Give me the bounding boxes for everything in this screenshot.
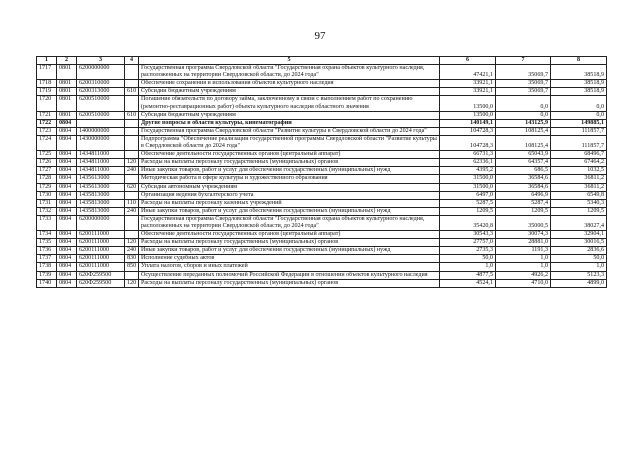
item-name: Расходы на выплаты персоналу государственных (муниципальных) органов: [139, 159, 440, 167]
amount-2024: 0,0: [551, 111, 607, 119]
item-name: Организация ведения бухгалтерского учета: [139, 191, 440, 199]
expense-type: 240: [125, 167, 139, 175]
amount-2022: 27757,0: [440, 239, 496, 247]
amount-2024: 68496,7: [551, 151, 607, 159]
item-name: Обеспечение деятельности государственных органов (центральный аппарат): [139, 151, 440, 159]
amount-2024: 1032,5: [551, 167, 607, 175]
amount-2024: 1209,5: [551, 207, 607, 215]
amount-2024: 1,0: [551, 263, 607, 271]
amount-2023: 1,0: [496, 263, 551, 271]
amount-2022: 6497,0: [440, 191, 496, 199]
row-number: 1722: [37, 119, 57, 127]
item-name: Государственная программа Свердловской области "Государственная охрана объектов культурного наследия, расположенных на территории Свердловской области, до 2024 года": [139, 215, 440, 230]
amount-2022: 140149,1: [440, 119, 496, 127]
table-row: [37, 119, 607, 127]
amount-2023: 686,5: [496, 167, 551, 175]
amount-2023: 0,0: [496, 111, 551, 119]
target-code: 1435613000: [77, 175, 125, 183]
expense-type: [125, 231, 139, 239]
item-name: Иные закупки товаров, работ и услуг для обеспечения государственных (муниципальных) нужд: [139, 167, 440, 175]
section-code: 0804: [57, 135, 77, 150]
row-number: 1731: [37, 199, 57, 207]
section-code: 0804: [57, 159, 77, 167]
amount-2023: 35069,7: [496, 88, 551, 96]
target-code: 6200111000: [77, 247, 125, 255]
table-row: [37, 271, 607, 279]
section-code: 0804: [57, 239, 77, 247]
row-number: 1739: [37, 271, 57, 279]
item-name: Обеспечение деятельности государственных органов (центральный аппарат): [139, 231, 440, 239]
target-code: 6200111000: [77, 231, 125, 239]
amount-2022: 50,0: [440, 255, 496, 263]
amount-2024: 32904,1: [551, 231, 607, 239]
col-header: 2: [57, 57, 77, 65]
table-row: [37, 80, 607, 88]
col-header: 7: [496, 57, 551, 65]
col-header: 4: [125, 57, 139, 65]
budget-table: [36, 56, 607, 288]
section-code: 0804: [57, 247, 77, 255]
row-number: 1725: [37, 151, 57, 159]
col-header: 3: [77, 57, 125, 65]
amount-2023: 108125,4: [496, 127, 551, 135]
expense-type: [125, 65, 139, 80]
amount-2022: 66731,3: [440, 151, 496, 159]
target-code: 1434811000: [77, 167, 125, 175]
col-header: 5: [139, 57, 440, 65]
target-code: 6200111000: [77, 255, 125, 263]
amount-2023: 36584,6: [496, 183, 551, 191]
expense-type: 120: [125, 159, 139, 167]
section-code: 0801: [57, 80, 77, 88]
target-code: 6200111000: [77, 239, 125, 247]
target-code: 620Ф259500: [77, 271, 125, 279]
section-code: 0801: [57, 96, 77, 111]
amount-2022: 33921,1: [440, 88, 496, 96]
amount-2023: 64357,4: [496, 159, 551, 167]
amount-2023: 4710,0: [496, 279, 551, 287]
expense-type: [125, 191, 139, 199]
row-number: 1733: [37, 215, 57, 230]
expense-type: 610: [125, 88, 139, 96]
item-name: Расходы на выплаты персоналу государственных (муниципальных) органов: [139, 239, 440, 247]
row-number: 1717: [37, 65, 57, 80]
expense-type: 120: [125, 239, 139, 247]
amount-2024: 38518,9: [551, 80, 607, 88]
expense-type: [125, 175, 139, 183]
item-name: Расходы на выплаты персоналу государственных (муниципальных) органов: [139, 279, 440, 287]
item-name: Подпрограмма "Обеспечение реализации государственной программы Свердловской области "Развитие культуры в Свердловской области до 2024 года": [139, 135, 440, 150]
expense-type: 120: [125, 279, 139, 287]
expense-type: 850: [125, 263, 139, 271]
amount-2022: 62336,1: [440, 159, 496, 167]
row-number: 1732: [37, 207, 57, 215]
amount-2022: 31500,0: [440, 183, 496, 191]
item-name: Субсидии бюджетным учреждениям: [139, 88, 440, 96]
row-number: 1727: [37, 167, 57, 175]
amount-2023: 6496,9: [496, 191, 551, 199]
expense-type: [125, 96, 139, 111]
header-row: [37, 57, 607, 65]
row-number: 1734: [37, 231, 57, 239]
amount-2023: 1191,3: [496, 247, 551, 255]
amount-2023: 108125,4: [496, 135, 551, 150]
target-code: 1400000000: [77, 127, 125, 135]
amount-2024: 2836,6: [551, 247, 607, 255]
amount-2024: 4899,0: [551, 279, 607, 287]
amount-2023: 36584,6: [496, 175, 551, 183]
amount-2023: 35000,5: [496, 215, 551, 230]
amount-2022: 13500,0: [440, 111, 496, 119]
target-code: 1435813000: [77, 207, 125, 215]
row-number: 1719: [37, 88, 57, 96]
amount-2022: 2735,3: [440, 247, 496, 255]
amount-2024: 6549,8: [551, 191, 607, 199]
table-row: [37, 239, 607, 247]
target-code: 1430000000: [77, 135, 125, 150]
section-code: 0804: [57, 175, 77, 183]
expense-type: 830: [125, 255, 139, 263]
amount-2022: 4877,5: [440, 271, 496, 279]
amount-2023: 28881,0: [496, 239, 551, 247]
section-code: 0804: [57, 119, 77, 127]
expense-type: [125, 135, 139, 150]
table-row: [37, 263, 607, 271]
target-code: 6200310000: [77, 80, 125, 88]
amount-2022: 13500,0: [440, 96, 496, 111]
row-number: 1720: [37, 96, 57, 111]
target-code: 1434811000: [77, 151, 125, 159]
item-name: Иные закупки товаров, работ и услуг для обеспечения государственных (муниципальных) нужд: [139, 247, 440, 255]
amount-2023: 4926,2: [496, 271, 551, 279]
amount-2022: 5287,5: [440, 199, 496, 207]
section-code: 0804: [57, 191, 77, 199]
table-row: [37, 151, 607, 159]
col-header: 8: [551, 57, 607, 65]
amount-2022: 1,0: [440, 263, 496, 271]
section-code: 0804: [57, 127, 77, 135]
target-code: 6200000000: [77, 65, 125, 80]
table-row: [37, 127, 607, 135]
table-row: [37, 96, 607, 111]
item-name: Осуществление переданных полномочий Российской Федерации в отношении объектов культурного наследия: [139, 271, 440, 279]
target-code: 1435613000: [77, 183, 125, 191]
row-number: 1729: [37, 183, 57, 191]
amount-2022: 33921,1: [440, 80, 496, 88]
table-row: [37, 247, 607, 255]
table-body: [37, 65, 607, 288]
table-row: [37, 231, 607, 239]
table-row: [37, 65, 607, 80]
expense-type: [125, 127, 139, 135]
item-name: Иные закупки товаров, работ и услуг для обеспечения государственных (муниципальных) нужд: [139, 207, 440, 215]
amount-2022: 104728,3: [440, 135, 496, 150]
row-number: 1726: [37, 159, 57, 167]
section-code: 0801: [57, 111, 77, 119]
section-code: 0804: [57, 231, 77, 239]
table-row: [37, 135, 607, 150]
row-number: 1736: [37, 247, 57, 255]
target-code: [77, 119, 125, 127]
expense-type: [125, 80, 139, 88]
amount-2024: 36811,2: [551, 175, 607, 183]
row-number: 1718: [37, 80, 57, 88]
row-number: 1740: [37, 279, 57, 287]
target-code: 1435813000: [77, 199, 125, 207]
table-row: [37, 175, 607, 183]
expense-type: [125, 151, 139, 159]
amount-2022: 30543,3: [440, 231, 496, 239]
table-row: [37, 207, 607, 215]
table-row: [37, 199, 607, 207]
amount-2024: 111857,7: [551, 127, 607, 135]
amount-2022: 47421,1: [440, 65, 496, 80]
target-code: 6200313000: [77, 88, 125, 96]
amount-2023: 35069,7: [496, 65, 551, 80]
col-header: 1: [37, 57, 57, 65]
amount-2023: 30074,3: [496, 231, 551, 239]
amount-2024: 0,0: [551, 96, 607, 111]
expense-type: 240: [125, 207, 139, 215]
amount-2023: 1209,5: [496, 207, 551, 215]
amount-2023: 65043,9: [496, 151, 551, 159]
section-code: 0804: [57, 167, 77, 175]
amount-2023: 143125,9: [496, 119, 551, 127]
amount-2024: 5123,3: [551, 271, 607, 279]
row-number: 1737: [37, 255, 57, 263]
section-code: 0804: [57, 255, 77, 263]
row-number: 1730: [37, 191, 57, 199]
amount-2023: 1,0: [496, 255, 551, 263]
item-name: Субсидии автономным учреждениям: [139, 183, 440, 191]
amount-2024: 50,0: [551, 255, 607, 263]
amount-2022: 31500,0: [440, 175, 496, 183]
item-name: Методическая работа в сфере культуры и художественного образования: [139, 175, 440, 183]
page-number: 97: [314, 30, 326, 42]
amount-2024: 38518,9: [551, 88, 607, 96]
row-number: 1735: [37, 239, 57, 247]
col-header: 6: [440, 57, 496, 65]
amount-2024: 38518,9: [551, 65, 607, 80]
expense-type: 110: [125, 199, 139, 207]
amount-2024: 36811,2: [551, 183, 607, 191]
table-row: [37, 111, 607, 119]
amount-2022: 4524,1: [440, 279, 496, 287]
amount-2022: 4395,2: [440, 167, 496, 175]
expense-type: [125, 271, 139, 279]
section-code: 0804: [57, 151, 77, 159]
target-code: 1435813000: [77, 191, 125, 199]
expense-type: 610: [125, 111, 139, 119]
target-code: 6200000000: [77, 215, 125, 230]
item-name: Государственная программа Свердловской области "Государственная охрана объектов культурного наследия, расположенных на территории Свердловской области, до 2024 года": [139, 65, 440, 80]
amount-2024: 67464,2: [551, 159, 607, 167]
section-code: 0801: [57, 88, 77, 96]
amount-2022: 35420,8: [440, 215, 496, 230]
target-code: 6200510000: [77, 111, 125, 119]
target-code: 6200510000: [77, 96, 125, 111]
amount-2024: 5340,3: [551, 199, 607, 207]
table-row: [37, 183, 607, 191]
section-code: 0804: [57, 215, 77, 230]
item-name: Обеспечение сохранения и использования объектов культурного наследия: [139, 80, 440, 88]
amount-2022: 1209,5: [440, 207, 496, 215]
item-name: Уплата налогов, сборов и иных платежей: [139, 263, 440, 271]
target-code: 6200111000: [77, 263, 125, 271]
amount-2022: 104728,3: [440, 127, 496, 135]
amount-2023: 0,0: [496, 96, 551, 111]
item-name: Другие вопросы в области культуры, кинематографии: [139, 119, 440, 127]
amount-2024: 38027,4: [551, 215, 607, 230]
table-row: [37, 167, 607, 175]
amount-2024: 30016,5: [551, 239, 607, 247]
table-row: [37, 255, 607, 263]
expense-type: 620: [125, 183, 139, 191]
expense-type: [125, 119, 139, 127]
row-number: 1723: [37, 127, 57, 135]
table-row: [37, 159, 607, 167]
row-number: 1738: [37, 263, 57, 271]
amount-2024: 149885,1: [551, 119, 607, 127]
section-code: 0804: [57, 271, 77, 279]
table-row: [37, 215, 607, 230]
row-number: 1721: [37, 111, 57, 119]
table-row: [37, 279, 607, 287]
target-code: 1434811000: [77, 159, 125, 167]
section-code: 0801: [57, 65, 77, 80]
section-code: 0804: [57, 183, 77, 191]
item-name: Субсидии бюджетным учреждениям: [139, 111, 440, 119]
expense-type: 240: [125, 247, 139, 255]
section-code: 0804: [57, 263, 77, 271]
amount-2023: 35069,7: [496, 80, 551, 88]
row-number: 1728: [37, 175, 57, 183]
target-code: 620Ф259500: [77, 279, 125, 287]
table-row: [37, 191, 607, 199]
expense-type: [125, 215, 139, 230]
section-code: 0804: [57, 279, 77, 287]
amount-2023: 5287,4: [496, 199, 551, 207]
item-name: Погашение обязательств по договору займа, заключенному в связи с выполнением работ по сохранению (ремонтно-реставрационных работ) объекта культурного наследия областного значения: [139, 96, 440, 111]
section-code: 0804: [57, 207, 77, 215]
item-name: Государственная программа Свердловской области "Развитие культуры в Свердловской области до 2024 года": [139, 127, 440, 135]
item-name: Расходы на выплаты персоналу казенных учреждений: [139, 199, 440, 207]
table-row: [37, 88, 607, 96]
item-name: Исполнение судебных актов: [139, 255, 440, 263]
section-code: 0804: [57, 199, 77, 207]
row-number: 1724: [37, 135, 57, 150]
amount-2024: 111857,7: [551, 135, 607, 150]
